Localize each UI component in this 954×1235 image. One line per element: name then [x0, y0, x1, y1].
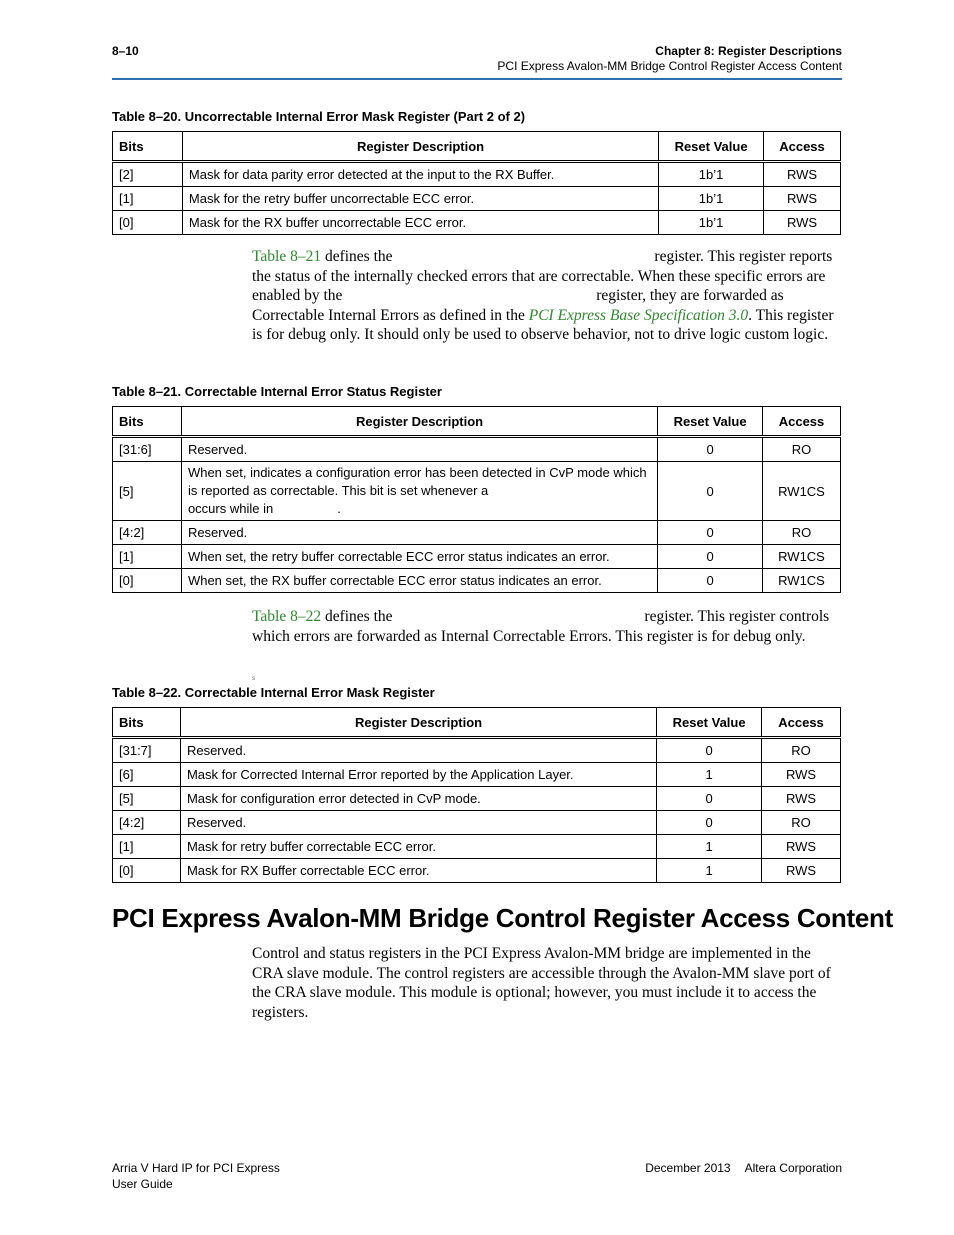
col-access: Access: [764, 132, 841, 162]
cell-description: Mask for the RX buffer uncorrectable ECC error.: [182, 211, 658, 235]
section-heading: PCI Express Avalon-MM Bridge Control Register Access Content: [112, 903, 893, 933]
table-8-21-caption: Table 8–21. Correctable Internal Error Status Register: [112, 384, 442, 399]
footer-left: [112, 1160, 280, 1192]
col-access: Access: [762, 708, 841, 738]
cell-description: Mask for Corrected Internal Error reported by the Application Layer.: [180, 763, 656, 787]
table-row: [113, 545, 841, 569]
doc-title: Arria V Hard IP for PCI Express: [112, 1161, 280, 1175]
cell-description: Reserved.: [180, 811, 656, 835]
cell-access: RW1CS: [763, 462, 841, 521]
cell-access: RO: [763, 521, 841, 545]
cell-access: RWS: [764, 187, 841, 211]
pci-express-spec-link[interactable]: PCI Express Base Specification 3.0: [528, 306, 749, 324]
cell-reset: 1: [657, 763, 762, 787]
page-number: 8–10: [112, 44, 139, 58]
table-row: [113, 811, 841, 835]
col-reset-value: Reset Value: [658, 407, 763, 437]
table-row: [113, 162, 841, 187]
chapter-title: Chapter 8: Register Descriptions: [655, 44, 842, 58]
cell-bits: [0]: [113, 211, 183, 235]
cell-access: RW1CS: [763, 569, 841, 593]
col-bits: Bits: [113, 708, 181, 738]
cell-reset: 0: [657, 811, 762, 835]
section-body: Control and status registers in the PCI Express Avalon-MM bridge are implemented in the CRA slave module. The control registers are accessible through the Avalon-MM slave port of the CRA slave module. This module is optional; however, you must include it to access the registers.: [252, 945, 831, 1021]
cell-description: Reserved.: [181, 521, 657, 545]
table-row: [113, 835, 841, 859]
cell-bits: [2]: [113, 162, 183, 187]
cell-description: When set, the RX buffer correctable ECC error status indicates an error.: [181, 569, 657, 593]
stray-mark: s: [252, 676, 255, 682]
cell-description: Reserved.: [180, 738, 656, 763]
col-reset-value: Reset Value: [659, 132, 764, 162]
footer-right: [645, 1160, 842, 1176]
cell-bits: [5]: [113, 462, 182, 521]
cell-bits: [1]: [113, 187, 183, 211]
cell-description: When set, the retry buffer correctable ECC error status indicates an error.: [181, 545, 657, 569]
cell-description: Mask for retry buffer correctable ECC error.: [180, 835, 656, 859]
cell-bits: [4:2]: [113, 521, 182, 545]
cell-access: RW1CS: [763, 545, 841, 569]
doc-type: User Guide: [112, 1177, 173, 1191]
cell-bits: [1]: [113, 835, 181, 859]
table-row: [113, 211, 841, 235]
cell-bits: [1]: [113, 545, 182, 569]
cell-access: RWS: [762, 787, 841, 811]
cell-bits: [4:2]: [113, 811, 181, 835]
table-8-22-link[interactable]: Table 8–22: [252, 608, 322, 625]
paragraph-table-8-21-intro: Table 8–21 defines the register. This register reports the status of the internally checked errors that are correctable. When these specific errors are enabled by the register, they are forwarded as Correctable Internal Errors as defined in the PCI Express Base Specification 3.0. This register is for debug only. It should only be used to observe behavior, not to drive logic custom logic.: [252, 248, 834, 343]
table-row: [113, 569, 841, 593]
cell-access: RWS: [762, 835, 841, 859]
running-section-title: PCI Express Avalon-MM Bridge Control Register Access Content: [497, 59, 842, 73]
table-8-21-link[interactable]: Table 8–21: [252, 248, 322, 265]
cell-description: Mask for configuration error detected in CvP mode.: [180, 787, 656, 811]
table-8-20-caption: Table 8–20. Uncorrectable Internal Error Mask Register (Part 2 of 2): [112, 109, 526, 124]
cell-access: RO: [762, 738, 841, 763]
table-8-20: [112, 131, 841, 235]
table-row: [113, 187, 841, 211]
cell-reset: 1b’1: [659, 187, 764, 211]
cell-access: RO: [762, 811, 841, 835]
table-row: [113, 462, 841, 521]
cell-reset: 1b’1: [659, 211, 764, 235]
table-8-22-caption: Table 8–22. Correctable Internal Error Mask Register: [112, 685, 435, 700]
cell-reset: 0: [658, 437, 763, 462]
cell-reset: 0: [658, 545, 763, 569]
table-8-21: [112, 406, 841, 593]
col-bits: Bits: [113, 132, 183, 162]
cell-reset: 0: [658, 462, 763, 521]
cell-reset: 0: [657, 738, 762, 763]
cell-description: Reserved.: [181, 437, 657, 462]
cell-bits: [0]: [113, 569, 182, 593]
cell-reset: 0: [658, 569, 763, 593]
table-row: [113, 763, 841, 787]
cell-reset: 0: [657, 787, 762, 811]
col-description: Register Description: [180, 708, 656, 738]
paragraph-table-8-22-intro: Table 8–22 defines the register. This register controls which errors are forwarded as Internal Correctable Errors. This register is for debug only.: [252, 608, 830, 645]
header-rule: [112, 78, 842, 80]
cell-description: Mask for RX Buffer correctable ECC error.: [180, 859, 656, 883]
footer-company: Altera Corporation: [744, 1161, 842, 1175]
cell-description: Mask for the retry buffer uncorrectable ECC error.: [182, 187, 658, 211]
cell-access: RWS: [762, 763, 841, 787]
footer-date: December 2013: [645, 1161, 731, 1175]
cell-bits: [5]: [113, 787, 181, 811]
col-bits: Bits: [113, 407, 182, 437]
table-row: [113, 787, 841, 811]
table-row: [113, 437, 841, 462]
cell-bits: [31:6]: [113, 437, 182, 462]
col-description: Register Description: [182, 132, 658, 162]
table-row: [113, 521, 841, 545]
cell-description: When set, indicates a configuration error has been detected in CvP mode which is reported as correctable. This bit is set whenever a occurs while in .: [181, 462, 657, 521]
table-row: [113, 738, 841, 763]
col-description: Register Description: [181, 407, 657, 437]
cell-description: Mask for data parity error detected at the input to the RX Buffer.: [182, 162, 658, 187]
cell-bits: [0]: [113, 859, 181, 883]
cell-reset: 1b’1: [659, 162, 764, 187]
cell-access: RWS: [764, 211, 841, 235]
cell-reset: 1: [657, 859, 762, 883]
cell-bits: [31:7]: [113, 738, 181, 763]
cell-access: RWS: [764, 162, 841, 187]
col-access: Access: [763, 407, 841, 437]
cell-reset: 1: [657, 835, 762, 859]
cell-bits: [6]: [113, 763, 181, 787]
cell-access: RO: [763, 437, 841, 462]
table-row: [113, 859, 841, 883]
cell-access: RWS: [762, 859, 841, 883]
col-reset-value: Reset Value: [657, 708, 762, 738]
table-8-22: [112, 707, 841, 883]
cell-reset: 0: [658, 521, 763, 545]
